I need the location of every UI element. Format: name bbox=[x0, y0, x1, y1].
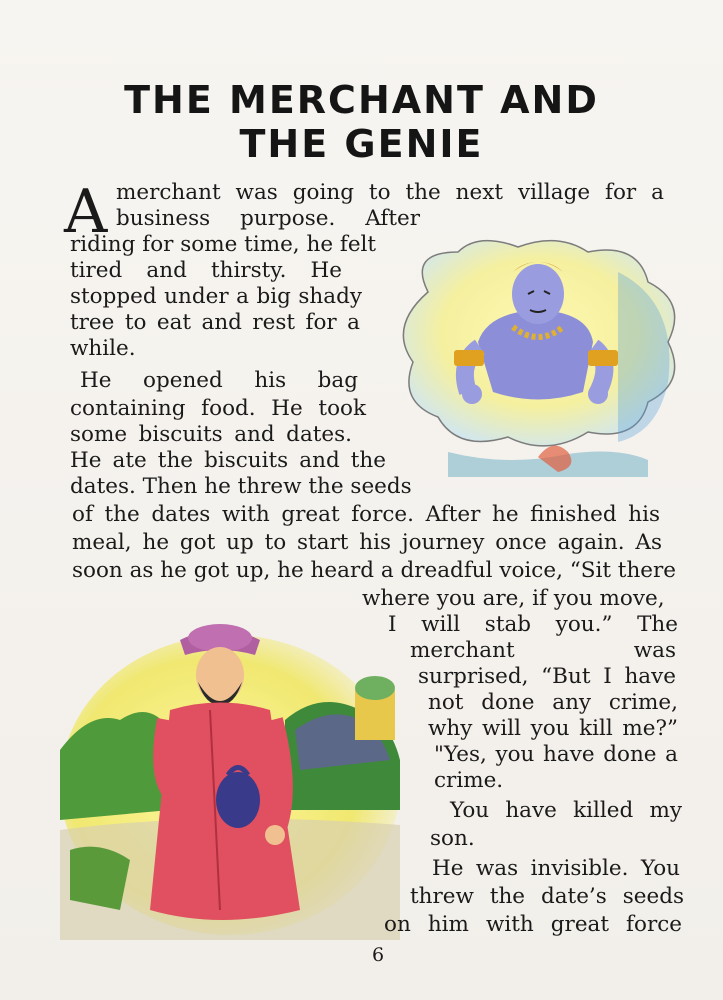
text-line: dates. Then he threw the seeds bbox=[70, 474, 412, 499]
title-line-2: THE GENIE bbox=[239, 122, 484, 166]
text-line: tired and thirsty. He bbox=[70, 258, 342, 283]
text-line: meal, he got up to start his journey once again. As bbox=[72, 530, 662, 555]
text-line: He opened his bag bbox=[80, 368, 358, 393]
text-line: containing food. He took bbox=[70, 396, 366, 421]
page-number: 6 bbox=[372, 944, 385, 966]
text-line: while. bbox=[70, 336, 136, 361]
merchant-illustration bbox=[60, 610, 405, 940]
text-line: "Yes, you have done a bbox=[434, 742, 678, 767]
text-line: business purpose. After bbox=[116, 206, 420, 231]
text-line: soon as he got up, he heard a dreadful voice, “Sit there bbox=[72, 558, 677, 583]
text-line: You have killed my bbox=[450, 798, 682, 823]
text-line: tree to eat and rest for a bbox=[70, 310, 360, 335]
text-line: I will stab you.” The bbox=[388, 612, 678, 637]
title-line-1: THE MERCHANT AND bbox=[124, 78, 599, 122]
text-line: riding for some time, he felt bbox=[70, 232, 377, 257]
genie-illustration bbox=[388, 232, 688, 482]
text-line: merchant was bbox=[410, 638, 676, 663]
text-line: surprised, “But I have bbox=[418, 664, 676, 689]
text-line: son. bbox=[430, 826, 475, 851]
text-line: crime. bbox=[434, 768, 504, 793]
text-line: He was invisible. You bbox=[432, 856, 680, 881]
text-line: why will you kill me?” bbox=[428, 716, 678, 741]
drop-cap: A bbox=[64, 177, 108, 247]
text-line: where you are, if you move, bbox=[362, 586, 665, 611]
text-line: threw the date’s seeds bbox=[410, 884, 684, 909]
text-line: merchant was going to the next village for a bbox=[116, 180, 664, 205]
text-line: not done any crime, bbox=[428, 690, 678, 715]
text-line: stopped under a big shady bbox=[70, 284, 362, 309]
text-line: He ate the biscuits and the bbox=[70, 448, 386, 473]
text-line: on him with great force bbox=[384, 912, 682, 937]
text-line: some biscuits and dates. bbox=[70, 422, 352, 447]
text-line: of the dates with great force. After he finished his bbox=[72, 502, 660, 527]
